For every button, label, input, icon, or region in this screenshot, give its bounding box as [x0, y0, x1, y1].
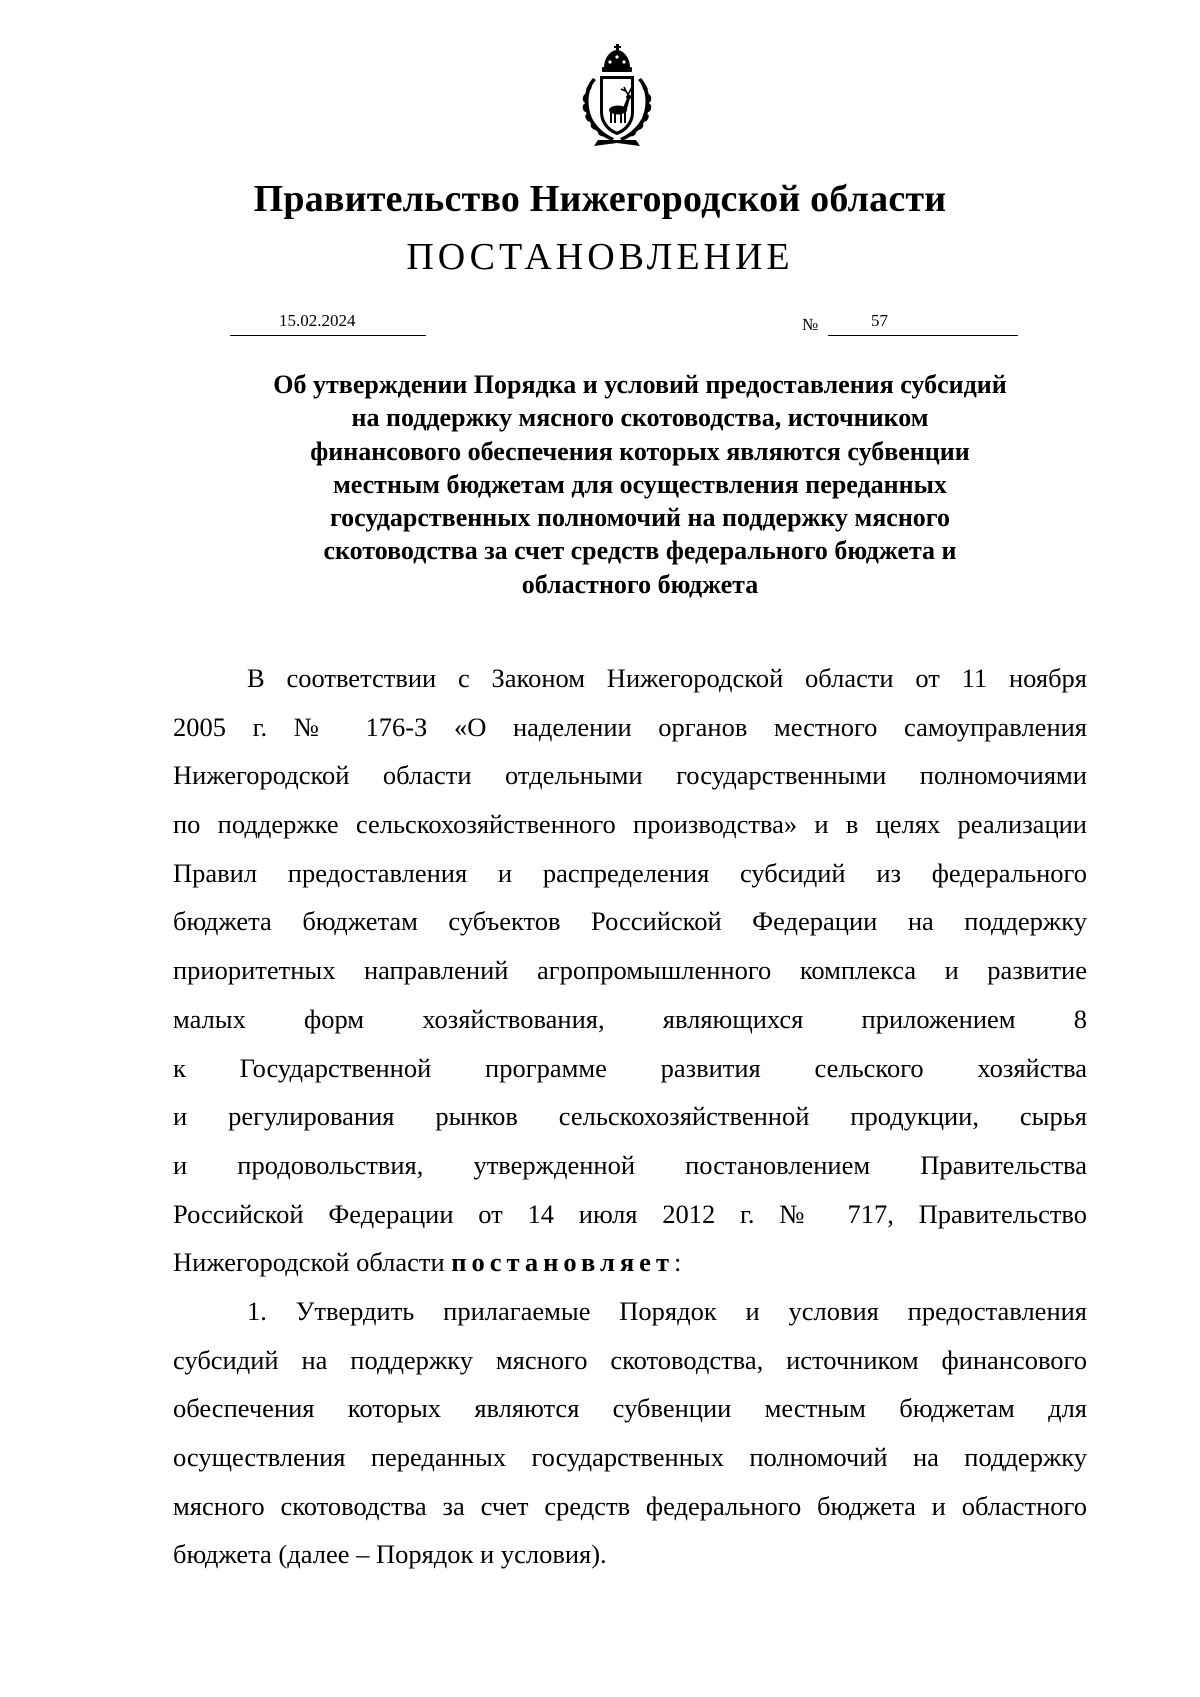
preamble-line: Нижегородской области отдельными государственными полномочиями — [173, 760, 1087, 791]
preamble-line: приоритетных направлений агропромышленного комплекса и развитие — [173, 955, 1087, 986]
preamble-line: малых форм хозяйствования, являющихся приложением 8 — [173, 1003, 1087, 1034]
date-field — [230, 311, 426, 336]
subject-line: скотоводства за счет средств федерального бюджета и — [323, 536, 957, 566]
preamble-line: к Государственной программе развития сельского хозяйства — [173, 1052, 1087, 1083]
subject-line: государственных полномочий на поддержку мясного — [330, 503, 950, 533]
preamble-line: и регулирования рынков сельскохозяйственной продукции, сырья — [173, 1101, 1087, 1132]
document-type: ПОСТАНОВЛЕНИЕ — [406, 236, 794, 278]
preamble-line: В соответствии с Законом Нижегородской области от 11 ноября — [247, 663, 1087, 693]
document-body — [173, 654, 1087, 1579]
subject-line: на поддержку мясного скотоводства, источником — [351, 403, 929, 433]
item1-line: бюджета (далее – Порядок и условия). — [173, 1539, 607, 1570]
preamble-last-suffix: : — [673, 1247, 682, 1278]
preamble-last-line — [173, 1238, 1087, 1287]
government-title: Правительство Нижегородской области — [253, 178, 947, 220]
preamble-last-prefix: Нижегородской области — [173, 1247, 452, 1278]
item1-line: осуществления переданных государственных полномочий на поддержку — [173, 1442, 1087, 1472]
item1-line: мясного скотоводства за счет средств федерального бюджета и областного — [173, 1490, 1087, 1521]
item1-line: обеспечения которых являются субвенции местным бюджетам для — [173, 1393, 1087, 1424]
preamble-line: бюджета бюджетам субъектов Российской Федерации на поддержку — [173, 906, 1087, 937]
preamble-line: по поддержке сельскохозяйственного производства» и в целях реализации — [173, 809, 1087, 840]
subject-line: местным бюджетам для осуществления переданных — [333, 469, 947, 499]
number-field — [828, 311, 1018, 336]
subject-line: Об утверждении Порядка и условий предоставления субсидий — [273, 370, 1007, 399]
document-subject — [160, 368, 1120, 601]
preamble-line: Российской Федерации от 14 июля 2012 г. № 717, Правительство — [173, 1198, 1087, 1229]
subject-line: финансового обеспечения которых являются субвенции — [310, 436, 970, 466]
preamble-line: Правил предоставления и распределения субсидий из федерального — [173, 857, 1087, 888]
preamble-line: 2005 г. № 176-З «О наделении органов местного самоуправления — [173, 711, 1087, 742]
item1-line: субсидий на поддержку мясного скотоводства, источником финансового — [173, 1344, 1087, 1375]
item1-line: 1. Утвердить прилагаемые Порядок и условия предоставления — [247, 1295, 1087, 1326]
number-value: 57 — [871, 311, 888, 330]
resolves-keyword: постановляет — [451, 1247, 674, 1278]
coat-of-arms-icon — [574, 42, 678, 148]
preamble-line: и продовольствия, утвержденной постановлением Правительства — [173, 1149, 1087, 1180]
date-value: 15.02.2024 — [279, 311, 356, 330]
subject-line: областного бюджета — [521, 569, 759, 599]
number-sign: № — [802, 315, 819, 334]
